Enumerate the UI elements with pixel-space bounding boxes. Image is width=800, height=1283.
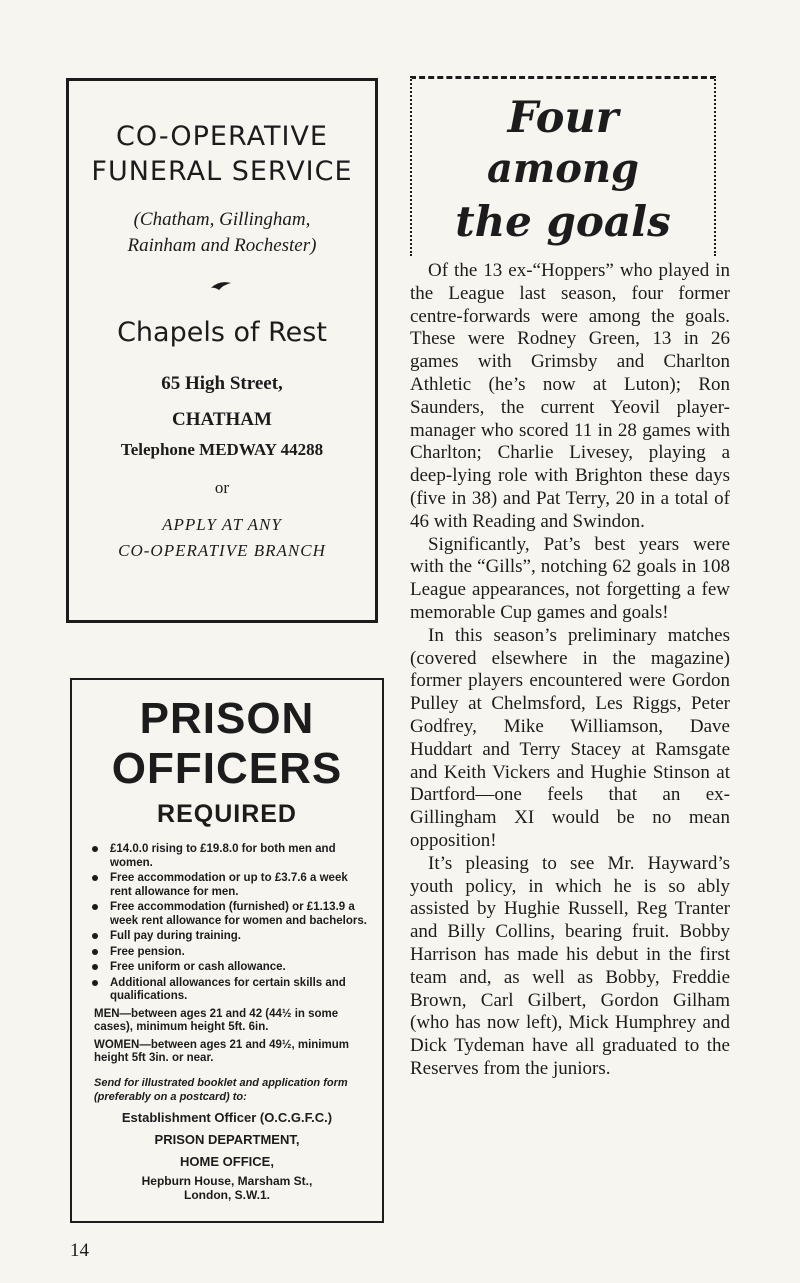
funeral-ad-title: CO-OPERATIVE FUNERAL SERVICE — [91, 121, 353, 187]
article-headline-box — [410, 76, 716, 256]
list-item: Free accommodation or up to £3.7.6 a week rent allowance for men. — [90, 872, 368, 899]
prison-ad-heading: PRISON OFFICERS — [111, 694, 343, 793]
prison-ad-address: Hepburn House, Marsham St., — [141, 1173, 313, 1188]
list-item: Free pension. — [90, 946, 368, 960]
funeral-ad-apply: APPLY AT ANY CO-OPERATIVE BRANCH — [118, 515, 326, 560]
bullet-icon — [92, 875, 98, 881]
prison-ad-men-requirements: MEN—between ages 21 and 42 (44½ in some cases), minimum height 5ft. 6in. — [94, 1007, 339, 1033]
prison-ad-subheading: REQUIRED — [157, 800, 297, 828]
list-item: Full pay during training. — [90, 930, 368, 944]
bullet-icon — [92, 964, 98, 970]
list-item: Free uniform or cash allowance. — [90, 961, 368, 975]
chapels-of-rest: Chapels of Rest — [117, 317, 327, 348]
list-item: Free accommodation (furnished) or £1.13.9 a week rent allowance for women and bachelors. — [90, 901, 368, 928]
funeral-service-ad — [66, 78, 378, 623]
funeral-ad-towns: (Chatham, Gillingham, Rainham and Rochester) — [127, 209, 317, 256]
article-paragraph: Of the 13 ex-“Hoppers” who played in the League last season, four former centre-forwards were among the goals. These were Rodney Green, 13 in 26 games with Grimsby and Charlton Athletic (he’s now at Luton); Ron Saunders, the current Yeovil player-manager who scored 11 in 28 games with Charlton; Charlie Livesey, playing a deep-lying role with Brighton these days (five in 38) and Pat Terry, 20 in a total of 46 with Reading and Swindon. — [410, 260, 730, 532]
bullet-icon — [92, 933, 98, 939]
prison-ad-office: Establishment Officer (O.C.G.F.C.) — [121, 1109, 333, 1125]
bullet-icon — [92, 980, 98, 986]
page-number: 14 — [70, 1240, 89, 1261]
article-paragraph: In this season’s preliminary matches (covered elsewhere in the magazine) former players encountered were Gordon Pulley at Chelmsford, Les Riggs, Peter Godfrey, Mike Williamson, Dave Huddart and Terry Stacey at Ramsgate and Keith Vickers and Hughie Stinson at Dartford—one feels that an ex-Gillingham XI would be no mean opposition! — [410, 624, 730, 851]
article-body — [410, 260, 730, 1081]
bullet-icon — [92, 846, 98, 852]
prison-officers-ad — [70, 678, 384, 1223]
article-paragraph: It’s pleasing to see Mr. Hayward’s youth policy, in which he is so ably assisted by Hughie Russell, Reg Tranter and Billy Collins, bearing fruit. Bobby Harrison has made his debut in the first team and, as well as Bobby, Freddie Brown, Carl Gilbert, Gordon Gilham (who has now left), Mick Humphrey and Dick Tydeman have all graduated to the Reserves from the juniors. — [410, 852, 730, 1079]
headline-line: the goals — [455, 197, 671, 246]
list-item: £14.0.0 rising to £19.8.0 for both men and women. — [90, 843, 368, 870]
prison-ad-benefits-list — [90, 843, 368, 1004]
prison-ad-home-office: HOME OFFICE, — [180, 1153, 274, 1169]
prison-ad-department: PRISON DEPARTMENT, — [154, 1131, 300, 1147]
headline-line: Four — [507, 93, 619, 143]
bullet-icon — [92, 949, 98, 955]
headline-line: among — [487, 145, 639, 192]
funeral-ad-or: or — [214, 478, 230, 497]
leaf-ornament-icon — [69, 279, 375, 301]
funeral-ad-telephone: Telephone MEDWAY 44288 — [120, 440, 324, 459]
prison-ad-city: London, S.W.1. — [184, 1187, 270, 1202]
article-paragraph: Significantly, Pat’s best years were with the “Gills”, notching 62 goals in 108 League appearances, not forgetting a few memorable Cup games and goals! — [410, 533, 730, 623]
list-item: Additional allowances for certain skills and qualifications. — [90, 977, 368, 1004]
prison-ad-women-requirements: WOMEN—between ages 21 and 49½, minimum height 5ft 3in. or near. — [94, 1038, 349, 1064]
prison-ad-send-instructions: Send for illustrated booklet and application form (preferably on a postcard) to: — [94, 1076, 348, 1103]
funeral-ad-address: 65 High Street, CHATHAM — [161, 373, 283, 430]
bullet-icon — [92, 904, 98, 910]
